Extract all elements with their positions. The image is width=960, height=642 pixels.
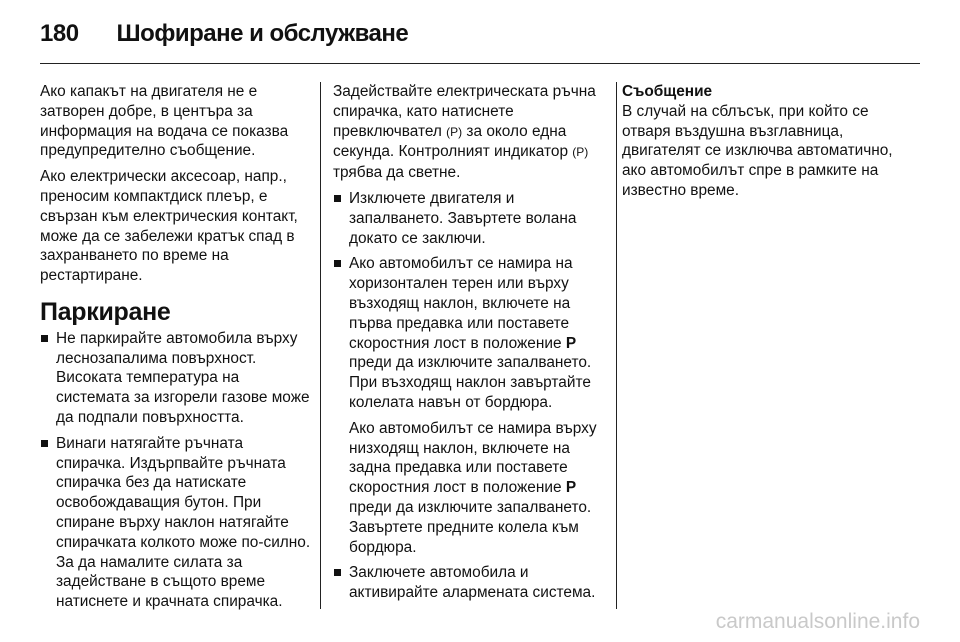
parking-bullet-list xyxy=(40,329,312,612)
notice-heading: Съобщение xyxy=(622,83,713,100)
column-1 xyxy=(40,82,312,618)
column-divider-1 xyxy=(320,82,321,609)
list-item xyxy=(333,189,606,248)
text-fragment: Ако автомобилът се намира на хоризонтален терен или върху възходящ наклон, включете на първа предавка или поставете скоростния лост в положение xyxy=(349,255,573,352)
list-item-text: Заключете автомобила и активирайте алармената система. xyxy=(349,564,596,602)
page-header xyxy=(40,14,408,54)
gear-position-p: P xyxy=(565,479,577,497)
column-divider-2 xyxy=(616,82,617,609)
bullet-square-icon xyxy=(334,260,341,267)
bullet-square-icon xyxy=(41,335,48,342)
paragraph-hood-warning: Ако капакът на двигателя не е затворен добре, в центъра за информация на водача се показва предупредително съобщение. xyxy=(40,83,289,160)
list-item xyxy=(40,329,312,428)
parking-brake-indicator-icon: (P) xyxy=(572,145,589,160)
list-item xyxy=(40,434,312,612)
text-fragment: преди да изключите запалването. При възходящ наклон завъртайте колелата навън от бордюра. xyxy=(349,354,592,411)
column-3 xyxy=(622,82,912,207)
page-number: 180 xyxy=(40,20,79,47)
paragraph-accessory: Ако електрически аксесоар, напр., преносим компактдиск плеър, е свързан към електрическия контакт, може да се забележи кратък спад в захранването по време на рестартиране. xyxy=(40,168,298,285)
bullet-square-icon xyxy=(41,440,48,447)
notice-text: В случай на сблъсък, при който се отваря въздушна възглавница, двигателят се изключва автоматично, ако автомобилът спре в рамките на известно време. xyxy=(622,102,893,199)
bullet-square-icon xyxy=(334,569,341,576)
text-fragment: Ако автомобилът се намира върху низходящ наклон, включете на задна предавка или поставете скоростния лост в положение xyxy=(349,419,597,497)
parking-steps-list xyxy=(333,189,606,413)
list-item-text: Винаги натягайте ръчната спирачка. Издърпвайте ръчната спирачка без да натискате освобождаващия бутон. При спиране върху наклон натягайте спирачката колкото може по-силно. За да намалите силата за задействане в същото време натиснете и крачната спирачка. xyxy=(56,434,311,611)
header-rule xyxy=(40,63,920,64)
watermark: carmanualsonline.info xyxy=(715,610,920,633)
paragraph-electric-brake xyxy=(333,82,606,183)
list-item xyxy=(333,563,606,603)
section-heading-parking: Паркиране xyxy=(40,297,171,326)
bullet-square-icon xyxy=(334,195,341,202)
list-item-text xyxy=(349,255,591,411)
lock-list xyxy=(333,563,606,603)
text-fragment: Задействайте електрическата ръчна спирачка, като натиснете превключвател xyxy=(333,83,596,140)
text-fragment: преди да изключите запалването. Завъртете предните колела към бордюра. xyxy=(349,498,592,556)
column-2 xyxy=(333,82,606,609)
chapter-title: Шофиране и обслужване xyxy=(116,20,409,47)
text-fragment: трябва да светне. xyxy=(333,164,461,182)
parking-brake-icon: (P) xyxy=(446,124,463,139)
list-item-text: Изключете двигателя и запалването. Завъртете волана докато се заключи. xyxy=(349,189,577,247)
gear-position-p: P xyxy=(565,334,577,352)
list-item-text: Не паркирайте автомобила върху леснозапалима повърхност. Високата температура на системата за изгорели газове може да подпали повърхността. xyxy=(56,329,310,426)
text-fragment: за около една секунда. Контролният индикатор xyxy=(333,122,573,161)
list-item xyxy=(333,254,606,412)
paragraph-downhill xyxy=(333,419,606,558)
